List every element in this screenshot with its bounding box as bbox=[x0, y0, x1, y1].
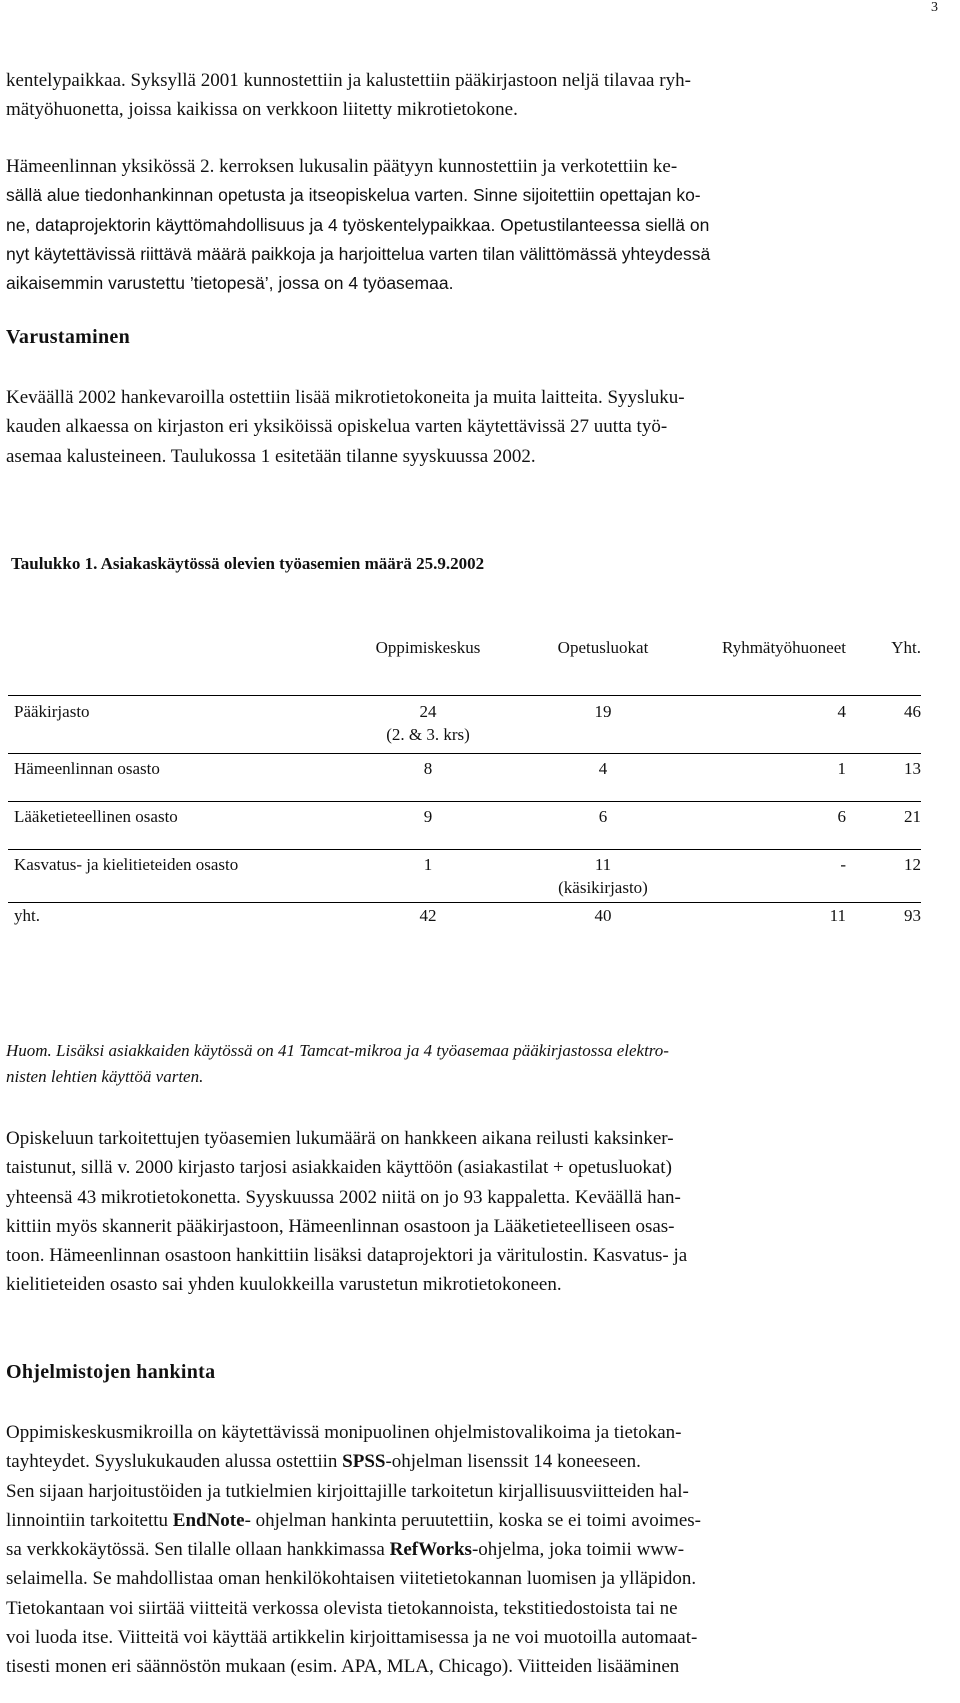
text-span: -ohjelma, joka toimii www- bbox=[471, 1539, 685, 1561]
cell-oppimiskeskus: 9 bbox=[423, 807, 433, 826]
text-span: linnointiin tarkoitettu bbox=[6, 1509, 173, 1531]
cell-yht: 12 bbox=[904, 855, 921, 874]
row-divider bbox=[8, 753, 921, 754]
text-line: kielitieteiden osasto sai yhden kuulokkeilla varustetun mikrotietokoneen. bbox=[6, 1274, 562, 1296]
text-line: Opiskeluun tarkoitettujen työasemien lukumäärä on hankkeen aikana reilusti kaksinker- bbox=[6, 1128, 674, 1149]
text-line: aikaisemmin varustettu ’tietopesä’, jossa on 4 työasemaa. bbox=[6, 273, 454, 294]
row-name: Lääketieteellinen osasto bbox=[14, 807, 178, 826]
workstations-paragraph bbox=[6, 1124, 924, 1300]
column-header-oppimiskeskus: Oppimiskeskus bbox=[375, 638, 481, 657]
section-heading-ohjelmistot: Ohjelmistojen hankinta bbox=[6, 1361, 216, 1383]
row-name: yht. bbox=[14, 906, 40, 925]
cell-ryhmatyohuoneet: 1 bbox=[837, 759, 846, 778]
cell-oppimiskeskus: 24 bbox=[419, 702, 437, 721]
table-caption: Taulukko 1. Asiakaskäytössä olevien työasemien määrä 25.9.2002 bbox=[11, 554, 485, 573]
table-row bbox=[8, 695, 921, 753]
row-name: Pääkirjasto bbox=[14, 702, 90, 721]
text-line: tisesti monen eri säännöstön mukaan (esim. APA, MLA, Chicago). Viitteiden lisääminen bbox=[6, 1656, 680, 1678]
table-row bbox=[8, 801, 921, 849]
cell-oppimiskeskus: 1 bbox=[423, 855, 433, 874]
text-span: sa verkkokäytössä. Sen tilalle ollaan hankkimassa bbox=[6, 1539, 390, 1561]
intro-paragraph-1 bbox=[6, 66, 924, 125]
cell-ryhmatyohuoneet: - bbox=[840, 855, 846, 874]
row-divider bbox=[8, 695, 921, 696]
cell-ryhmatyohuoneet: 6 bbox=[837, 807, 846, 826]
cell-opetusluokat: 4 bbox=[598, 759, 608, 778]
text-span: - ohjelman hankinta peruutettiin, koska se ei toimi avoimes- bbox=[244, 1509, 701, 1531]
text-line: nisten lehtien käyttöä varten. bbox=[6, 1067, 204, 1086]
text-line: asemaa kalusteineen. Taulukossa 1 esitetään tilanne syyskuussa 2002. bbox=[6, 445, 536, 467]
text-line: mätyöhuonetta, joissa kaikissa on verkkoon liitetty mikrotietokone. bbox=[6, 99, 518, 121]
cell-yht: 13 bbox=[904, 759, 921, 778]
software-name-refworks: RefWorks bbox=[389, 1539, 472, 1561]
text-span: tayhteydet. Syyslukukauden alussa ostettiin bbox=[6, 1451, 343, 1473]
table-row bbox=[8, 849, 921, 902]
text-line: kauden alkaessa on kirjaston eri yksiköissä opiskelua varten käytettävissä 27 uutta työ- bbox=[6, 416, 668, 438]
row-divider bbox=[8, 902, 921, 903]
cell-opetusluokat: 11 bbox=[594, 855, 612, 874]
cell-oppimiskeskus: 8 bbox=[423, 759, 433, 778]
text-line: sällä alue tiedonhankinnan opetusta ja itseopiskelua varten. Sinne sijoitettiin opettajan ko- bbox=[6, 185, 701, 206]
intro-paragraph-2 bbox=[6, 152, 924, 298]
text-line: Tietokantaan voi siirtää viitteitä verkossa olevista tietokannoista, tekstitiedostoista tai ne bbox=[6, 1597, 678, 1619]
row-name: Kasvatus- ja kielitieteiden osasto bbox=[14, 855, 239, 874]
varustaminen-paragraph bbox=[6, 383, 924, 471]
ohjelmistot-paragraph bbox=[6, 1418, 924, 1682]
column-header-yht: Yht. bbox=[891, 638, 921, 657]
cell-oppimiskeskus: 42 bbox=[419, 906, 437, 925]
text-line: ne, dataprojektorin käyttömahdollisuus ja 4 työskentelypaikkaa. Opetustilanteessa siellä on bbox=[6, 214, 710, 235]
section-heading-varustaminen: Varustaminen bbox=[6, 326, 130, 348]
text-line: Oppimiskeskusmikroilla on käytettävissä monipuolinen ohjelmistovalikoima ja tietokan- bbox=[6, 1422, 682, 1443]
cell-oppimiskeskus-note: (2. & 3. krs) bbox=[386, 725, 470, 744]
text-line: toon. Hämeenlinnan osastoon hankittiin lisäksi dataprojektori ja väritulostin. Kasvatus- ja bbox=[6, 1245, 688, 1267]
row-divider bbox=[8, 801, 921, 802]
text-span: -ohjelman lisenssit 14 koneeseen. bbox=[385, 1451, 641, 1473]
table-row-total bbox=[8, 902, 921, 942]
text-line: selaimella. Se mahdollistaa oman henkilökohtaisen viitetietokannan luomisen ja ylläpidon. bbox=[6, 1568, 697, 1590]
text-line: voi luoda itse. Viitteitä voi käyttää artikkelin kirjoittamisessa ja ne voi muotoilla automaat- bbox=[6, 1627, 698, 1649]
text-line: yhteensä 43 mikrotietokonetta. Syyskuussa 2002 niitä on jo 93 kappaletta. Keväällä han- bbox=[6, 1186, 681, 1208]
row-divider bbox=[8, 849, 921, 850]
software-name-spss: SPSS bbox=[342, 1451, 386, 1473]
cell-opetusluokat: 19 bbox=[594, 702, 612, 721]
text-line: taistunut, sillä v. 2000 kirjasto tarjosi asiakkaiden käyttöön (asiakastilat + opetusluokat) bbox=[6, 1157, 672, 1179]
cell-yht: 93 bbox=[904, 906, 921, 925]
table-row bbox=[8, 753, 921, 801]
text-line bbox=[6, 1506, 924, 1535]
cell-opetusluokat: 40 bbox=[594, 906, 612, 925]
cell-ryhmatyohuoneet: 11 bbox=[829, 906, 846, 925]
text-line: Huom. Lisäksi asiakkaiden käytössä on 41 Tamcat-mikroa ja 4 työasemaa pääkirjastossa elektro- bbox=[6, 1041, 669, 1060]
page-number: 3 bbox=[931, 0, 938, 15]
column-header-ryhmatyohuoneet: Ryhmätyöhuoneet bbox=[722, 638, 846, 657]
cell-ryhmatyohuoneet: 4 bbox=[837, 702, 846, 721]
table-header-row bbox=[8, 635, 921, 695]
text-line: Sen sijaan harjoitustöiden ja tutkielmien kirjoittajille tarkoitetun kirjallisuusviitteiden hal- bbox=[6, 1480, 689, 1502]
text-line: nyt käytettävissä riittävä määrä paikkoja ja harjoittelua varten tilan välittömässä yhteydessä bbox=[6, 243, 711, 264]
software-name-endnote: EndNote bbox=[172, 1509, 245, 1531]
text-line: Hämeenlinnan yksikössä 2. kerroksen lukusalin päätyyn kunnostettiin ja verkotettiin ke- bbox=[6, 156, 678, 177]
text-line: kittiin myös skannerit pääkirjastoon, Hämeenlinnan osastoon ja Lääketieteelliseen osas- bbox=[6, 1215, 675, 1237]
table-note bbox=[6, 1038, 924, 1090]
workstation-table bbox=[8, 635, 921, 942]
cell-opetusluokat-note: (käsikirjasto) bbox=[558, 878, 648, 897]
text-line: kentelypaikkaa. Syksyllä 2001 kunnostettiin ja kalustettiin pääkirjastoon neljä tilavaa ryh- bbox=[6, 70, 691, 91]
cell-yht: 46 bbox=[904, 702, 921, 721]
cell-opetusluokat: 6 bbox=[598, 807, 608, 826]
text-line: Keväällä 2002 hankevaroilla ostettiin lisää mikrotietokoneita ja muita laitteita. Syysluku- bbox=[6, 387, 685, 408]
row-name: Hämeenlinnan osasto bbox=[14, 759, 160, 778]
text-line bbox=[6, 1535, 924, 1564]
text-line bbox=[6, 1447, 924, 1476]
cell-yht: 21 bbox=[904, 807, 921, 826]
column-header-opetusluokat: Opetusluokat bbox=[557, 638, 649, 657]
